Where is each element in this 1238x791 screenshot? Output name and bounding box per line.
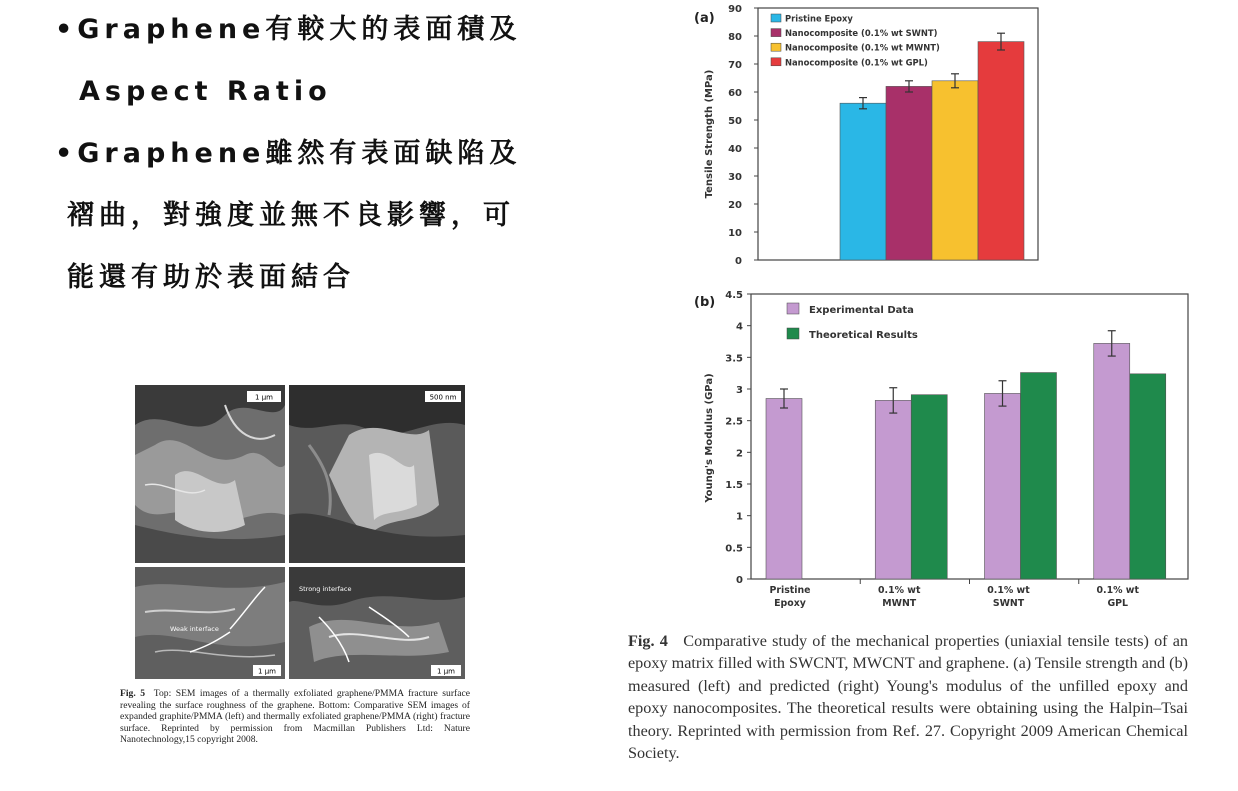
sem-image-top-left [135, 385, 285, 563]
chart-a-legend-label-0: Pristine Epoxy [785, 13, 853, 24]
chart-b-y-tick-label-1: 0.5 [725, 543, 743, 555]
fig4-caption [628, 630, 1188, 764]
chart-b-legend-label-0: Experimental Data [809, 305, 914, 316]
chart-b-y-tick-label-8: 4 [736, 321, 743, 333]
chart-a-bar-0 [840, 103, 886, 260]
chart-b-bar-0-3 [1094, 343, 1130, 579]
chart-a-y-tick-label-5: 50 [728, 116, 742, 127]
chart-a-legend-swatch-1 [771, 29, 781, 37]
chart-a-y-tick-label-7: 70 [728, 60, 742, 71]
chart-a-y-tick-label-3: 30 [728, 172, 742, 183]
sem-scale-tr: 500 nm [429, 393, 457, 402]
chart-b-y-tick-label-9: 4.5 [725, 290, 743, 301]
chart-a-legend-label-3: Nanocomposite (0.1% wt GPL) [785, 57, 928, 68]
sem-image-bottom-right [289, 567, 465, 679]
sem-scale-br: 1 μm [437, 667, 455, 676]
sem-image-grid [135, 385, 465, 679]
chart-b-bar-0-2 [985, 393, 1021, 579]
chart-a-y-tick-label-9: 90 [728, 4, 742, 15]
chart-b-legend-swatch-1 [787, 328, 799, 339]
tensile-strength-chart [672, 0, 1052, 280]
sem-scale-bl: 1 μm [258, 667, 276, 676]
chart-b-y-tick-label-2: 1 [736, 511, 743, 523]
bullet-2-line-2: 褶曲，對強度並無不良影響，可 [67, 200, 515, 231]
chart-b-legend-swatch-0 [787, 303, 799, 314]
chart-a-bar-2 [932, 81, 978, 260]
bullet-2-line-1: •Graphene雖然有表面缺陷及 [55, 138, 522, 169]
chart-a-y-tick-label-1: 10 [728, 228, 742, 239]
bullet-text-block [55, 4, 615, 314]
chart-a-panel-label: (a) [694, 11, 715, 26]
fig4-caption-label: Fig. 4 [628, 632, 668, 650]
chart-b-y-tick-label-5: 2.5 [725, 416, 743, 428]
chart-b-y-tick-label-7: 3.5 [725, 353, 743, 365]
bullet-1-line-1: •Graphene有較大的表面積及 [55, 14, 522, 45]
chart-b-y-tick-label-0: 0 [736, 575, 743, 586]
chart-b-category-label-2-1: SWNT [992, 598, 1025, 609]
chart-b-y-tick-label-6: 3 [736, 385, 743, 396]
chart-b-category-label-0-1: Epoxy [774, 598, 806, 609]
chart-b-category-label-1-0: 0.1% wt [878, 585, 921, 596]
chart-a-bar-1 [886, 86, 932, 260]
chart-a-legend-swatch-0 [771, 14, 781, 22]
chart-a-y-tick-label-8: 80 [728, 32, 742, 43]
chart-a-y-tick-label-4: 40 [728, 144, 742, 155]
chart-b-bar-0-0 [766, 399, 802, 580]
sem-image-bottom-left [135, 567, 285, 679]
chart-b-bar-0-1 [875, 400, 911, 579]
chart-a-legend-swatch-3 [771, 58, 781, 66]
chart-b-category-label-2-0: 0.1% wt [987, 585, 1030, 596]
chart-b-y-axis-label: Young's Modulus (GPa) [704, 373, 715, 503]
chart-b-y-tick-label-3: 1.5 [725, 480, 743, 491]
chart-b-panel-label: (b) [694, 295, 716, 310]
chart-a-legend-swatch-2 [771, 43, 781, 51]
chart-b-bar-1-1 [911, 395, 947, 579]
sem-scale-tl: 1 μm [255, 393, 273, 402]
chart-a-y-tick-label-2: 20 [728, 200, 742, 211]
bullet-2-line-3: 能還有助於表面結合 [67, 262, 355, 293]
strong-interface-label: Strong interface [299, 585, 352, 593]
chart-a-y-tick-label-0: 0 [735, 256, 742, 267]
chart-b-category-label-3-0: 0.1% wt [1096, 585, 1139, 596]
chart-b-category-label-0-0: Pristine [769, 585, 811, 596]
chart-b-bar-1-2 [1021, 373, 1057, 579]
sem-image-top-right [289, 385, 465, 563]
chart-a-legend-label-1: Nanocomposite (0.1% wt SWNT) [785, 28, 938, 39]
fig5-caption-text: Top: SEM images of a thermally exfoliated graphene/PMMA fracture surface revealing the surface roughness of the graphene. Bottom: Comparative SEM images of expanded graphite/PMMA (left) and thermally exfoliated graphene/PMMA (right) fracture surface. Reprinted by permission from Macmillan Publishers Ltd: Nature Nanotechnology,15 copyright 2008. [120, 688, 470, 746]
fig5-caption [120, 688, 470, 746]
chart-a-bar-3 [978, 42, 1024, 260]
youngs-modulus-chart [672, 283, 1212, 623]
chart-a-y-tick-label-6: 60 [728, 88, 742, 99]
bullet-1-line-2: Aspect Ratio [79, 76, 332, 107]
chart-a-y-axis-label: Tensile Strength (MPa) [704, 69, 715, 199]
fig4-caption-text: Comparative study of the mechanical properties (uniaxial tensile tests) of an epoxy matrix filled with SWCNT, MWCNT and graphene. (a) Tensile strength and (b) measured (left) and predicted (right) Young's modulus of the unfilled epoxy and epoxy nanocomposites. The theoretical results were obtaining using the Halpin–Tsai theory. Reprinted with permission from Ref. 27. Copyright 2009 American Chemical Society. [628, 632, 1189, 763]
chart-b-y-tick-label-4: 2 [736, 448, 743, 460]
chart-b-category-label-3-1: GPL [1107, 598, 1129, 609]
weak-interface-label: Weak interface [170, 625, 219, 633]
chart-a-legend-label-2: Nanocomposite (0.1% wt MWNT) [785, 42, 940, 53]
chart-b-bar-1-3 [1130, 374, 1166, 579]
fig5-caption-label: Fig. 5 [120, 688, 145, 699]
chart-b-category-label-1-1: MWNT [882, 598, 917, 609]
chart-b-legend-label-1: Theoretical Results [809, 330, 918, 341]
